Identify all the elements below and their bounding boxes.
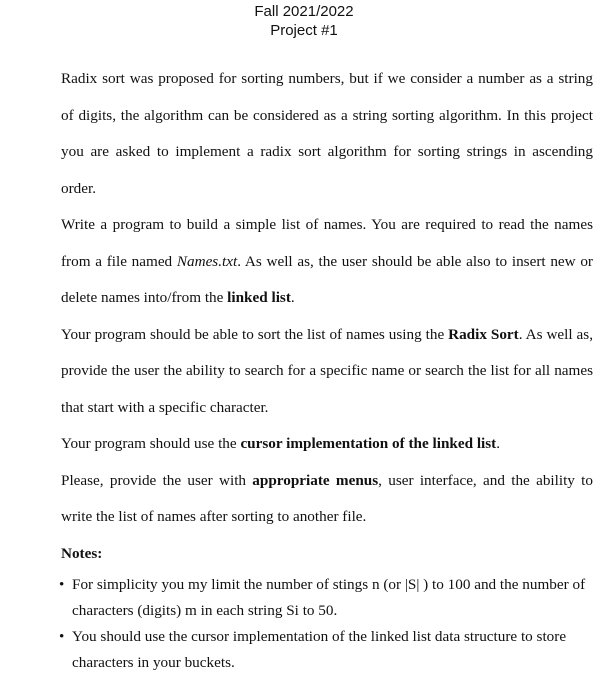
- menus-text-2: , user interface, and the ability to write the list of names after sorting to another file.: [61, 471, 593, 525]
- linked-list-bold: linked list: [227, 289, 291, 306]
- semester-label: Fall 2021/2022: [254, 3, 354, 20]
- program-text-2: . As well as, the user should be able also to insert new or delete names into/from the: [61, 252, 593, 306]
- bullet-icon: •: [59, 575, 65, 593]
- intro-paragraph: Radix sort was proposed for sorting numbers, but if we consider a number as a string of digits, the algorithm can be considered as a string sorting algorithm. In this project you are asked to implement a radix sort algorithm for sorting strings in ascending order.: [61, 70, 593, 197]
- program-text-1: Write a program to build a simple list of names. You are required to read the names from a file named: [61, 216, 593, 270]
- appropriate-menus-bold: appropriate menus: [252, 471, 379, 489]
- sort-text-2: . As well as, provide the user the ability to search for a specific name or search the list for all names that start with a specific character.: [61, 325, 593, 416]
- document-header: [0, 2, 608, 40]
- notes-heading: Notes:: [61, 544, 103, 562]
- sort-paragraph: [61, 317, 593, 427]
- cursor-paragraph: [61, 426, 593, 463]
- cursor-text-2: .: [496, 435, 501, 452]
- radix-sort-bold: Radix Sort: [448, 325, 519, 343]
- note-text-2: You should use the cursor implementation of the linked list data structure to store characters in your buckets.: [72, 627, 567, 671]
- cursor-impl-bold: cursor implementation of the linked list: [240, 435, 497, 452]
- menus-text-1: Please, provide the user with: [61, 471, 253, 489]
- menus-paragraph: [61, 463, 593, 536]
- sort-text-1: Your program should be able to sort the list of names using the: [61, 325, 449, 343]
- cursor-text-1: Your program should use the: [61, 435, 241, 452]
- note-text-1: For simplicity you my limit the number of stings n (or |S| ) to 100 and the number of characters (digits) m in each string Si to 50.: [72, 575, 586, 619]
- project-description: [61, 61, 593, 676]
- note-item-2: [61, 624, 593, 676]
- notes-list: [61, 572, 593, 676]
- note-item-1: [61, 572, 593, 624]
- filename-text: Names.txt: [176, 252, 238, 270]
- program-text-3: .: [290, 289, 295, 306]
- bullet-icon: •: [59, 627, 65, 645]
- project-title: Project #1: [270, 22, 338, 39]
- program-paragraph: [61, 207, 593, 317]
